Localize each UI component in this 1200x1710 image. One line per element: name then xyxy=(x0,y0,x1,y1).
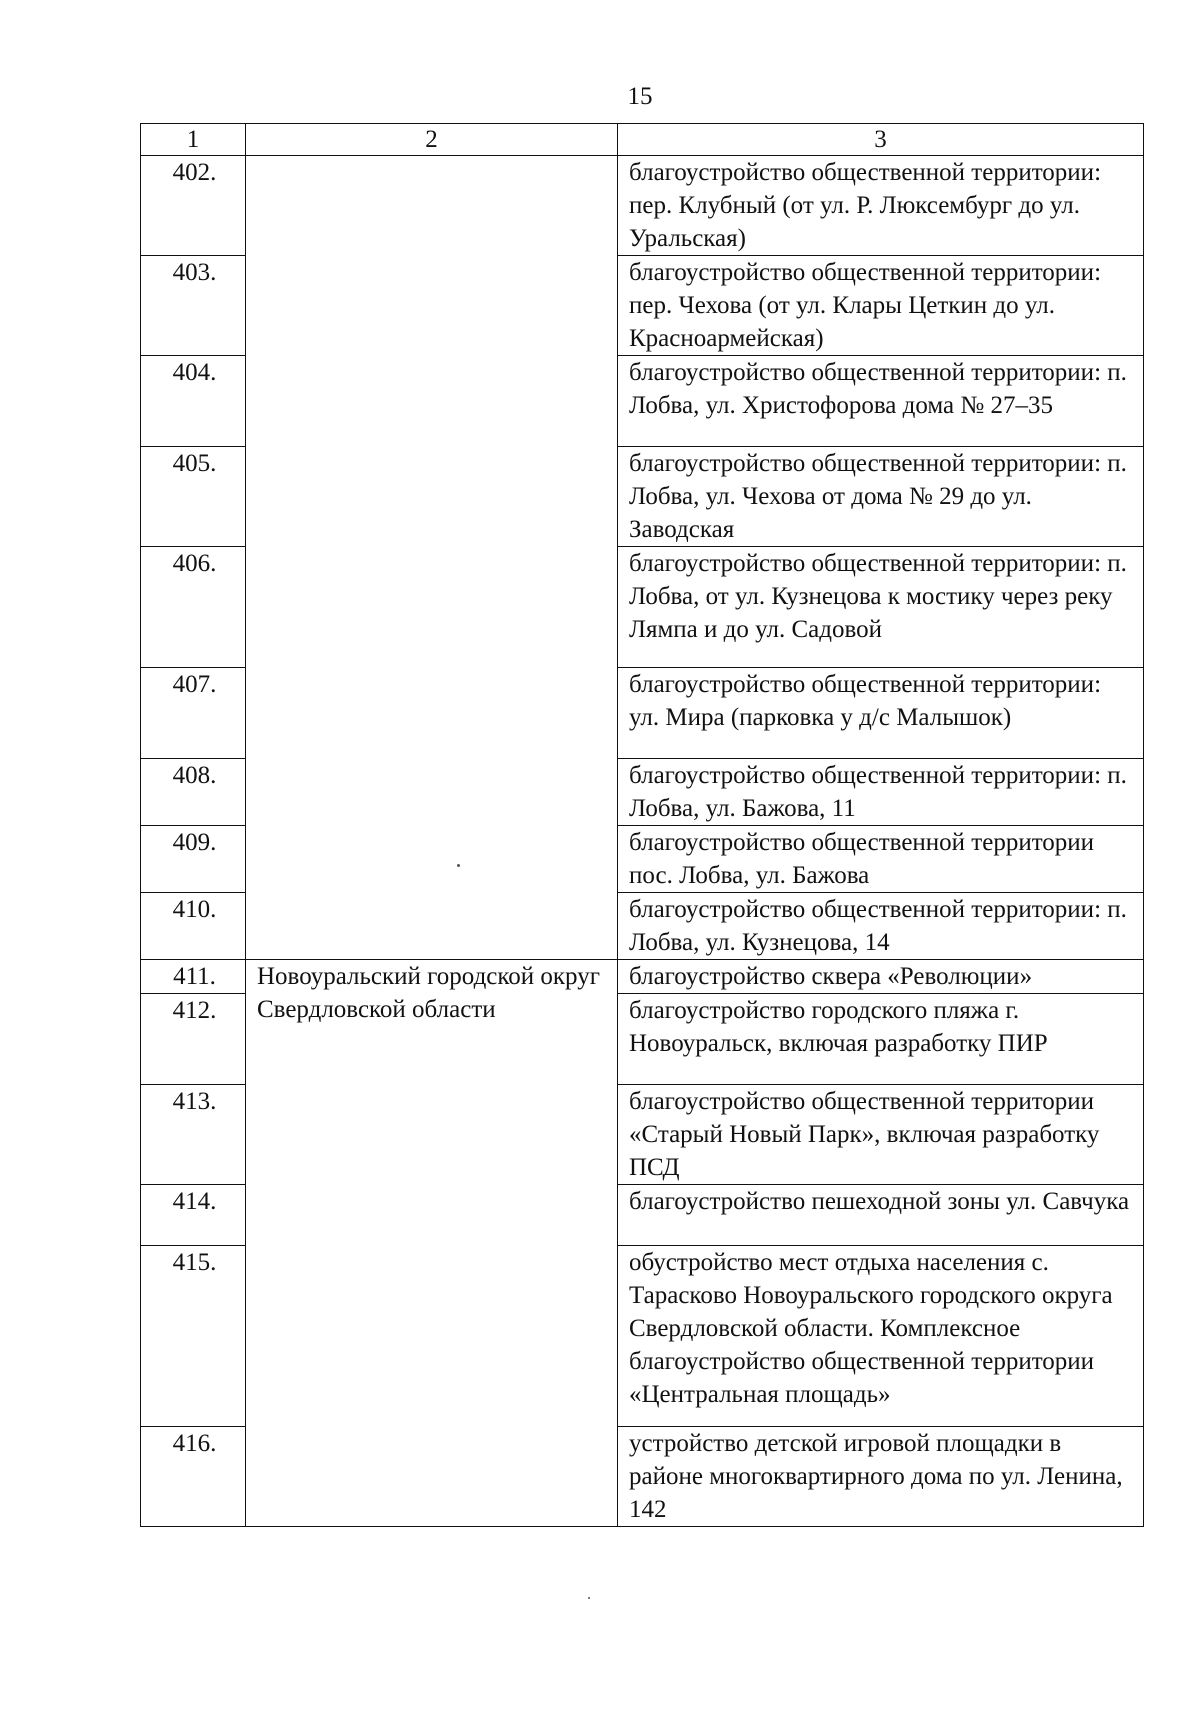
scan-speck xyxy=(457,864,460,867)
row-description: благоустройство общественной территории пос. Лобва, ул. Бажова xyxy=(618,826,1144,893)
row-number: 406. xyxy=(141,547,246,668)
column-header-1: 1 xyxy=(141,124,246,156)
row-description: устройство детской игровой площадки в районе многоквартирного дома по ул. Ленина, 142 xyxy=(618,1427,1144,1527)
row-number: 403. xyxy=(141,256,246,356)
row-description: благоустройство общественной территории «Старый Новый Парк», включая разработку ПСД xyxy=(618,1085,1144,1185)
column-header-2: 2 xyxy=(246,124,618,156)
row-description: благоустройство общественной территории: п. Лобва, ул. Кузнецова, 14 xyxy=(618,893,1144,960)
row-number: 416. xyxy=(141,1427,246,1527)
row-number: 402. xyxy=(141,156,246,256)
row-description: благоустройство пешеходной зоны ул. Савчука xyxy=(618,1185,1144,1246)
row-number: 413. xyxy=(141,1085,246,1185)
page-number: 15 xyxy=(627,83,653,110)
row-description: благоустройство общественной территории: ул. Мира (парковка у д/с Малышок) xyxy=(618,668,1144,759)
row-description: благоустройство общественной территории: пер. Клубный (от ул. Р. Люксембург до ул. Уральская) xyxy=(618,156,1144,256)
table-row xyxy=(141,960,1144,994)
column-header-3: 3 xyxy=(618,124,1144,156)
scan-speck xyxy=(588,1597,590,1599)
row-number: 407. xyxy=(141,668,246,759)
row-number: 414. xyxy=(141,1185,246,1246)
row-number: 410. xyxy=(141,893,246,960)
table-row xyxy=(141,156,1144,256)
projects-table xyxy=(140,123,1144,1527)
row-number: 408. xyxy=(141,759,246,826)
municipality-cell-continued xyxy=(246,156,618,960)
row-number: 409. xyxy=(141,826,246,893)
table-header-row xyxy=(141,124,1144,156)
row-description: благоустройство общественной территории: п. Лобва, ул. Христофорова дома № 27–35 xyxy=(618,356,1144,447)
row-description: благоустройство общественной территории: п. Лобва, от ул. Кузнецова к мостику через реку Лямпа и до ул. Садовой xyxy=(618,547,1144,668)
row-description: благоустройство сквера «Революции» xyxy=(618,960,1144,994)
row-number: 415. xyxy=(141,1246,246,1427)
row-description: благоустройство общественной территории: п. Лобва, ул. Бажова, 11 xyxy=(618,759,1144,826)
row-description: благоустройство общественной территории: п. Лобва, ул. Чехова от дома № 29 до ул. Заводская xyxy=(618,447,1144,547)
municipality-cell: Новоуральский городской округ Свердловской области xyxy=(246,960,618,1527)
row-description: благоустройство городского пляжа г. Новоуральск, включая разработку ПИР xyxy=(618,994,1144,1085)
row-number: 411. xyxy=(141,960,246,994)
row-description: обустройство мест отдыха населения с. Тарасково Новоуральского городского округа Свердловской области. Комплексное благоустройство общественной территории «Центральная площадь» xyxy=(618,1246,1144,1427)
row-number: 412. xyxy=(141,994,246,1085)
row-number: 405. xyxy=(141,447,246,547)
row-description: благоустройство общественной территории: пер. Чехова (от ул. Клары Цеткин до ул. Красноармейская) xyxy=(618,256,1144,356)
row-number: 404. xyxy=(141,356,246,447)
